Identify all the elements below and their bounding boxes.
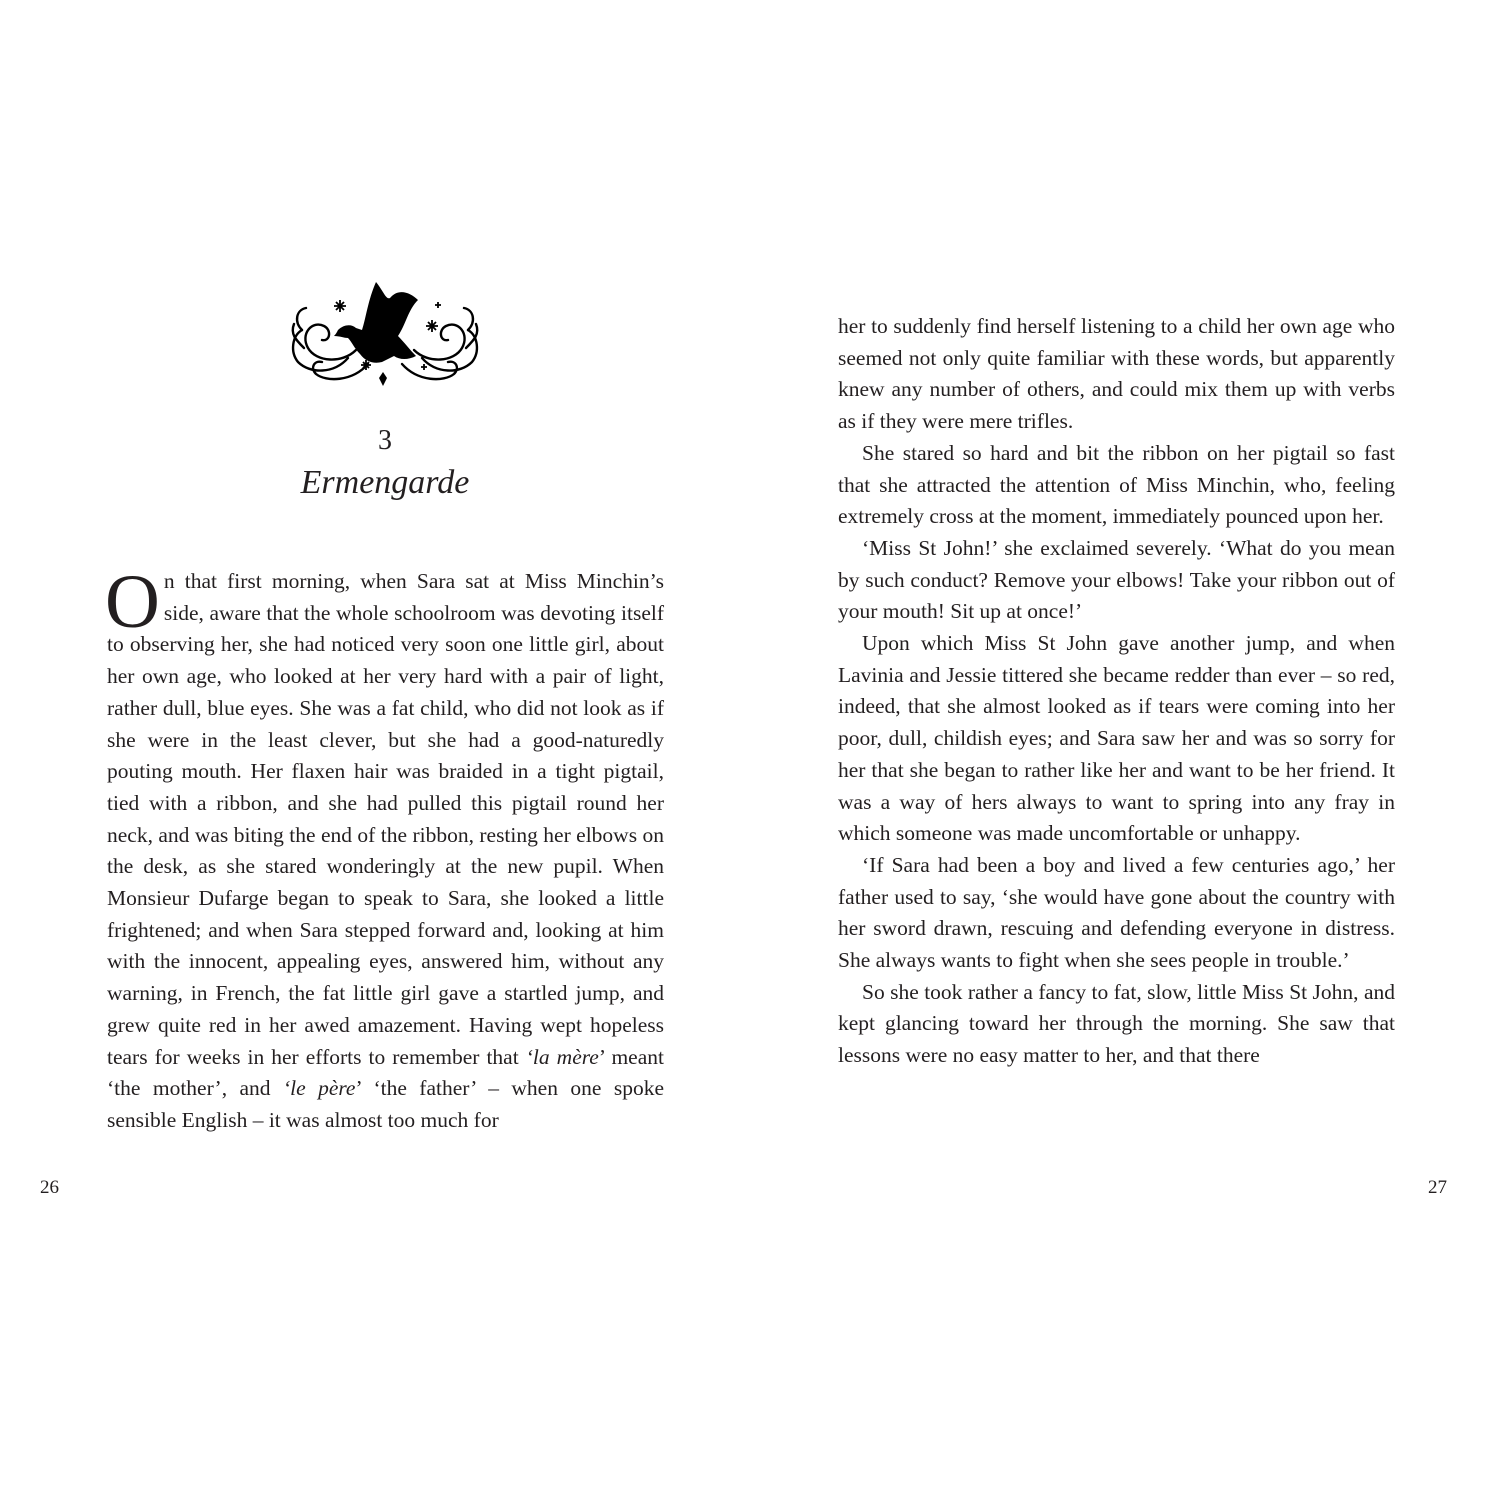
paragraph-text: n that first morning, when Sara sat at Miss Minchin’s side, aware that the whole schoolroom was devoting itself to observing her, she had noticed very soon one little girl, about her own age, who looked at her very hard with a pair of light, rather dull, blue eyes. She was a fat child, who did not look as if she were in the least clever, but she had a good-naturedly pouting mouth. Her flaxen hair was braided in a tight pigtail, tied with a ribbon, and she had pulled this pigtail round her neck, and was biting the end of the ribbon, resting her elbows on the desk, as she stared wonderingly at the new pupil. When Monsieur Dufarge began to speak to Sara, she looked a little frightened; and when Sara stepped forward and, looking at him with the innocent, appealing eyes, answered him, without any warning, in French, the fat little girl gave a startled jump, and grew quite red in her awed amazement. Having wept hopeless tears for weeks in her efforts to remember that bbox=[107, 569, 664, 1069]
paragraph: ‘If Sara had been a boy and lived a few centuries ago,’ her father used to say, ‘she would have gone about the country with her sword drawn, rescuing and defending everyone in distress. She always wants to fight when she sees people in trouble.’ bbox=[838, 852, 1395, 973]
foreign-phrase: ‘la mère bbox=[525, 1044, 599, 1069]
paragraph: ‘Miss St John!’ she exclaimed severely. ‘What do you mean by such conduct? Remove your elbows! Take your ribbon out of your mouth! Sit up at once!’ bbox=[838, 535, 1395, 624]
chapter-title: Ermengarde bbox=[300, 464, 470, 501]
right-body-text bbox=[838, 311, 1395, 1072]
paragraph: She stared so hard and bit the ribbon on her pigtail so fast that she attracted the attention of Miss Minchin, who, feeling extremely cross at the moment, immediately pounced upon her. bbox=[838, 440, 1395, 529]
paragraph: So she took rather a fancy to fat, slow, little Miss St John, and kept glancing toward her through the morning. She saw that lessons were no easy matter to her, and that there bbox=[838, 979, 1395, 1068]
paragraph: her to suddenly find herself listening to a child her own age who seemed not only quite familiar with these words, but apparently knew any number of others, and could mix them up with verbs as if they were mere trifles. bbox=[838, 314, 1395, 434]
paragraph-text: ’ ‘the father’ – when one spoke sensible English – it was almost too much for bbox=[107, 1076, 664, 1132]
page-number: 26 bbox=[40, 1177, 59, 1198]
paragraph: Upon which Miss St John gave another jump, and when Lavinia and Jessie tittered she became redder than ever – so red, indeed, that she almost looked as if tears were coming into her poor, dull, childish eyes; and Sara saw her and was so sorry for her that she began to rather like her and want to be her friend. It was a way of hers always to want to spring into any fray in which someone was made uncomfortable or unhappy. bbox=[838, 631, 1395, 846]
drop-cap: O bbox=[105, 560, 160, 644]
dove-flourish-icon bbox=[286, 278, 484, 394]
left-body-text bbox=[105, 560, 664, 1137]
chapter-number: 3 bbox=[378, 425, 392, 456]
paragraph-text: ’ meant ‘the mother’, and bbox=[107, 1044, 664, 1101]
page-number: 27 bbox=[1428, 1177, 1447, 1198]
paragraph bbox=[105, 560, 664, 1137]
foreign-phrase: ‘le père bbox=[282, 1076, 356, 1101]
